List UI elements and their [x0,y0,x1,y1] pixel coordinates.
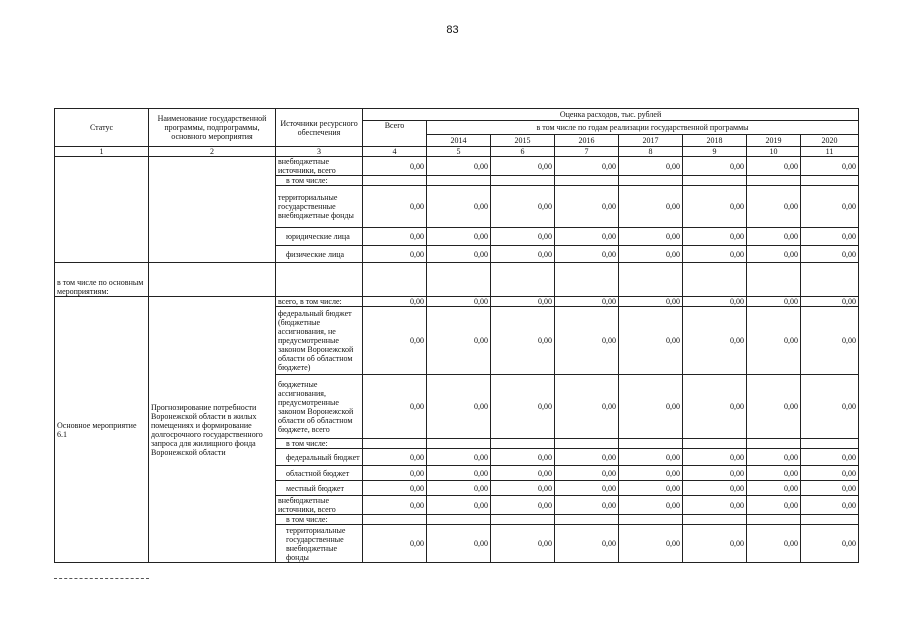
source-cell: территориальные государственные внебюджетные фонды [276,525,363,563]
column-number: 1 [55,147,149,157]
header-total: Всего [363,121,427,147]
value-cell: 0,00 [801,449,859,466]
value-cell: 0,00 [363,375,427,439]
value-cell: 0,00 [555,157,619,176]
value-cell: 0,00 [619,297,683,307]
value-cell [747,439,801,449]
value-cell: 0,00 [363,246,427,263]
header-by-years: в том числе по годам реализации государственной программы [427,121,859,135]
value-cell: 0,00 [801,297,859,307]
value-cell: 0,00 [683,157,747,176]
header-name: Наименование государственной программы, подпрограммы, основного мероприятия [149,109,276,147]
value-cell: 0,00 [619,466,683,481]
column-number: 7 [555,147,619,157]
source-cell: всего, в том числе: [276,297,363,307]
value-cell: 0,00 [619,186,683,228]
value-cell: 0,00 [363,481,427,496]
value-cell: 0,00 [555,481,619,496]
block-2 [55,297,859,563]
value-cell [619,439,683,449]
value-cell: 0,00 [363,466,427,481]
source-cell: территориальные государственные внебюджетные фонды [276,186,363,228]
column-number: 3 [276,147,363,157]
header-year: 2014 [427,135,491,147]
value-cell [363,515,427,525]
page-cut-line [54,578,149,579]
value-cell: 0,00 [747,186,801,228]
value-cell: 0,00 [491,307,555,375]
status-cell: Основное мероприятие 6.1 [55,297,149,563]
source-cell [276,263,363,297]
value-cell [427,439,491,449]
column-number: 5 [427,147,491,157]
value-cell: 0,00 [683,186,747,228]
value-cell: 0,00 [491,375,555,439]
resource-budget-table [54,108,859,563]
source-cell: в том числе: [276,439,363,449]
value-cell: 0,00 [555,449,619,466]
column-number: 4 [363,147,427,157]
value-cell: 0,00 [427,186,491,228]
value-cell [619,515,683,525]
value-cell: 0,00 [363,228,427,246]
value-cell: 0,00 [555,228,619,246]
header-estimate: Оценка расходов, тыс. рублей [363,109,859,121]
value-cell: 0,00 [619,375,683,439]
value-cell [491,439,555,449]
value-cell: 0,00 [619,449,683,466]
header-year: 2018 [683,135,747,147]
value-cell: 0,00 [555,375,619,439]
value-cell: 0,00 [363,525,427,563]
column-number: 6 [491,147,555,157]
value-cell [491,263,555,297]
value-cell: 0,00 [363,157,427,176]
value-cell [555,263,619,297]
value-cell [555,439,619,449]
value-cell: 0,00 [491,186,555,228]
value-cell [555,515,619,525]
header-year: 2015 [491,135,555,147]
value-cell [363,263,427,297]
block-1 [55,157,859,263]
value-cell: 0,00 [555,246,619,263]
source-cell: в том числе: [276,176,363,186]
value-cell [801,176,859,186]
value-cell: 0,00 [801,481,859,496]
value-cell: 0,00 [619,481,683,496]
value-cell: 0,00 [491,297,555,307]
value-cell: 0,00 [619,246,683,263]
value-cell [427,176,491,186]
value-cell: 0,00 [491,466,555,481]
value-cell [619,176,683,186]
value-cell: 0,00 [683,496,747,515]
source-cell: федеральный бюджет [276,449,363,466]
source-cell: физические лица [276,246,363,263]
source-cell: в том числе: [276,515,363,525]
value-cell: 0,00 [427,307,491,375]
value-cell: 0,00 [491,157,555,176]
value-cell: 0,00 [801,157,859,176]
value-cell: 0,00 [747,246,801,263]
value-cell: 0,00 [619,525,683,563]
value-cell: 0,00 [747,525,801,563]
source-cell: федеральный бюджет (бюджетные ассигнования, не предусмотренные законом Воронежской области об областном бюджете) [276,307,363,375]
value-cell: 0,00 [619,307,683,375]
source-cell: бюджетные ассигнования, предусмотренные законом Воронежской области об областном бюджете, всего [276,375,363,439]
value-cell: 0,00 [619,496,683,515]
value-cell: 0,00 [619,157,683,176]
value-cell [747,515,801,525]
page-number: 83 [446,24,459,36]
source-cell: местный бюджет [276,481,363,496]
value-cell: 0,00 [747,481,801,496]
value-cell: 0,00 [747,466,801,481]
value-cell: 0,00 [683,228,747,246]
source-cell: юридические лица [276,228,363,246]
value-cell [619,263,683,297]
value-cell: 0,00 [491,228,555,246]
value-cell [801,439,859,449]
value-cell [747,263,801,297]
value-cell: 0,00 [363,297,427,307]
header-year: 2017 [619,135,683,147]
value-cell: 0,00 [491,246,555,263]
table-row [55,263,859,297]
value-cell: 0,00 [747,496,801,515]
column-number: 2 [149,147,276,157]
value-cell [683,515,747,525]
value-cell: 0,00 [427,246,491,263]
name-cell [149,263,276,297]
header-year: 2016 [555,135,619,147]
value-cell [683,439,747,449]
value-cell: 0,00 [747,307,801,375]
value-cell: 0,00 [427,466,491,481]
value-cell: 0,00 [427,481,491,496]
value-cell: 0,00 [555,466,619,481]
value-cell: 0,00 [427,228,491,246]
value-cell: 0,00 [555,307,619,375]
table-row [55,157,859,176]
status-cell [55,157,149,263]
value-cell [491,515,555,525]
value-cell: 0,00 [491,525,555,563]
value-cell: 0,00 [683,297,747,307]
value-cell [427,515,491,525]
value-cell [363,439,427,449]
value-cell: 0,00 [683,466,747,481]
value-cell [801,263,859,297]
value-cell: 0,00 [801,228,859,246]
source-cell: областной бюджет [276,466,363,481]
value-cell: 0,00 [427,449,491,466]
name-cell [149,157,276,263]
value-cell: 0,00 [747,297,801,307]
value-cell: 0,00 [427,525,491,563]
value-cell: 0,00 [363,449,427,466]
column-number: 9 [683,147,747,157]
table-row [55,297,859,307]
value-cell: 0,00 [555,297,619,307]
value-cell [801,515,859,525]
value-cell: 0,00 [683,525,747,563]
column-number: 8 [619,147,683,157]
value-cell: 0,00 [683,481,747,496]
value-cell: 0,00 [801,375,859,439]
value-cell: 0,00 [619,228,683,246]
value-cell: 0,00 [427,157,491,176]
value-cell: 0,00 [427,297,491,307]
value-cell [555,176,619,186]
value-cell: 0,00 [427,496,491,515]
name-cell: Прогнозирование потребности Воронежской области в жилых помещениях и формирование долгосрочного государственного запроса для жилищного фонда Воронежской области [149,297,276,563]
value-cell: 0,00 [747,157,801,176]
column-numbers-row [55,147,859,157]
value-cell: 0,00 [801,246,859,263]
value-cell: 0,00 [491,481,555,496]
value-cell: 0,00 [801,186,859,228]
value-cell [747,176,801,186]
value-cell: 0,00 [801,496,859,515]
value-cell: 0,00 [683,307,747,375]
value-cell [427,263,491,297]
source-cell: внебюджетные источники, всего [276,496,363,515]
value-cell: 0,00 [427,375,491,439]
column-number: 11 [801,147,859,157]
value-cell: 0,00 [683,375,747,439]
value-cell: 0,00 [363,186,427,228]
value-cell: 0,00 [747,228,801,246]
value-cell: 0,00 [801,466,859,481]
header-sources: Источники ресурсного обеспечения [276,109,363,147]
source-cell: внебюджетные источники, всего [276,157,363,176]
value-cell: 0,00 [683,449,747,466]
value-cell: 0,00 [363,307,427,375]
including-label: в том числе по основным мероприятиям: [55,263,149,297]
header-year: 2019 [747,135,801,147]
value-cell [683,176,747,186]
value-cell [363,176,427,186]
value-cell: 0,00 [491,449,555,466]
value-cell: 0,00 [683,246,747,263]
value-cell: 0,00 [801,525,859,563]
header-year: 2020 [801,135,859,147]
header-status: Статус [55,109,149,147]
value-cell: 0,00 [555,496,619,515]
column-number: 10 [747,147,801,157]
value-cell: 0,00 [363,496,427,515]
value-cell: 0,00 [555,525,619,563]
value-cell [491,176,555,186]
value-cell: 0,00 [555,186,619,228]
value-cell: 0,00 [801,307,859,375]
value-cell: 0,00 [491,496,555,515]
value-cell: 0,00 [747,375,801,439]
value-cell: 0,00 [747,449,801,466]
value-cell [683,263,747,297]
